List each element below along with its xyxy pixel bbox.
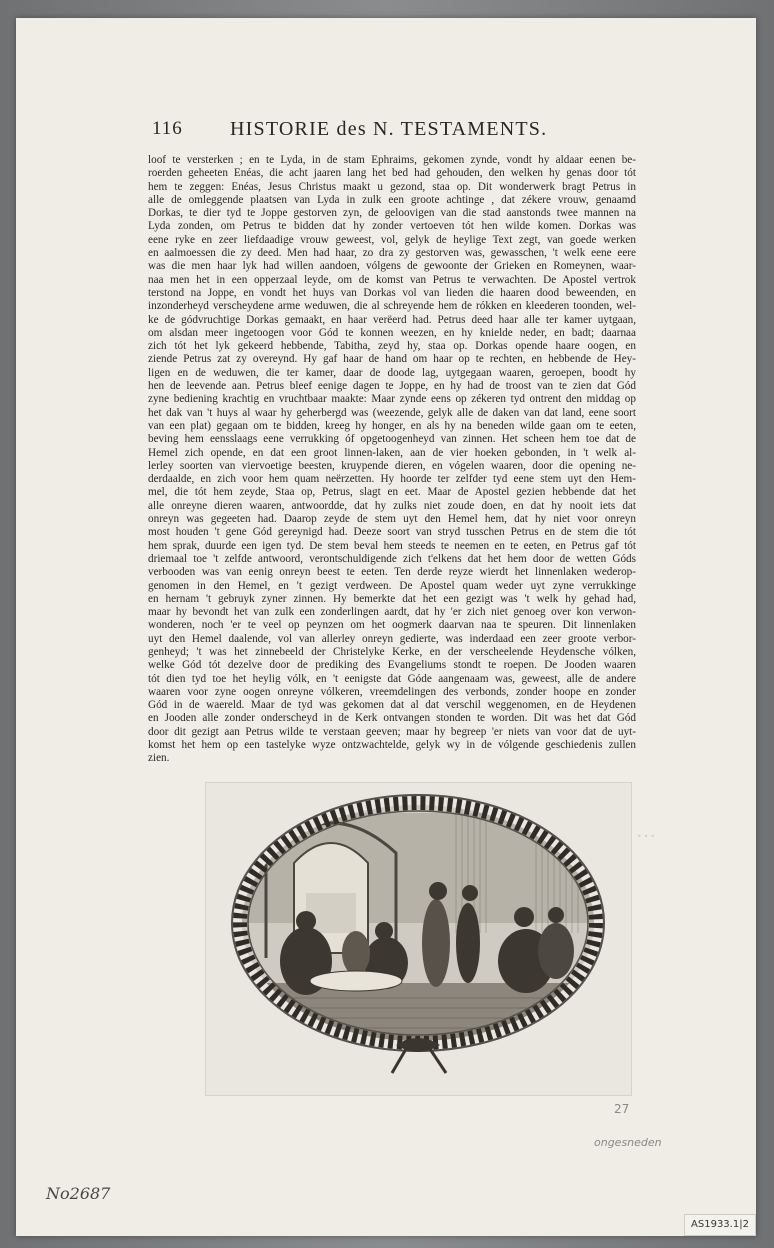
page-header [152,118,632,146]
text-line: most houden 't gene Gód gereynigd had. Deeze soort van stryd tusschen Petrus en de stem die tót [148,526,636,539]
text-line: Hemel zich opende, en dat een groot linnen-laken, aan de vier hoeken gebonden, in 't welk al- [148,446,636,459]
pencil-scribble: ongesneden [594,1136,662,1149]
text-line: Lyda zonden, om Petrus te bidden dat hy zonder vertoeven tót hen wilde komen. Dorkas was [148,220,636,233]
text-line: ligen en de weduwen, die ter kamer, daar de doode lag, uytgegaan waaren, geroepen, boodt hy [148,366,636,379]
text-line: en hernam 't gebruyk zyner zinnen. Hy bemerkte dat het een gezigt was 't welk hy gehad had, [148,592,636,605]
text-line: eene ryke en zeer liefdaadige vrouw geweest, vol, gelyk de heylige Text zegt, van goede werken [148,233,636,246]
text-line: terstond na Joppe, en vondt het huys van Dorkas vol van lieden die haaren dood beweenden, en [148,286,636,299]
text-line: hen de leevende aan. Petrus bleef eenige dagen te Joppe, en hy had de troost van te zien dat Gód [148,380,636,393]
text-line: naa men het in een opperzaal leyde, om de komst van Petrus te verwachten. De Apostel vertrok [148,273,636,286]
text-line: mel, die tót hem zeyde, Staa op, Petrus, slagt en eet. Maar de Apostel gezien hebbende dat het [148,486,636,499]
text-line: tót dien tyd toe het heylig vólk, en 't eenigste dat Góde aangenaam was, geweest, alle de andere [148,672,636,685]
text-line: onreyn was gegeeten had. Daarop zeyde de stem uyt den Hemel hem, dat hy niet voor onreyn [148,513,636,526]
text-line: welke Gód tót dezelve door de prediking des Evangeliums stondt te roepen. De Jooden waaren [148,659,636,672]
text-line: Dorkas, te dier tyd te Joppe gestorven zyn, de geloovigen van die stad aanstonds twee mannen na [148,207,636,220]
text-line: ziende Petrus zat zy overeynd. Hy gaf haar de hand om haar op te rechten, en hebbende de Hey- [148,353,636,366]
text-line: genheyd; 't was het zinnebeeld der Christelyke Kerke, en der verscheelende Heydensche vólken, [148,645,636,658]
text-line: het dak van 't huys al waar hy geherbergd was (weezende, gelyk alle de daken van dat land, eene soort [148,406,636,419]
text-line: inzonderheyd verscheydene arme weduwen, die al schreyende hem de rókken en kleederen toonden, wel- [148,300,636,313]
body-text [148,154,636,766]
inventory-number: No2687 [46,1184,111,1203]
text-line: om alsdan meer ingetoogen voor Gód te konnen weezen, en hy knielde neder, en badt; daarnaa [148,326,636,339]
running-title: HISTORIE des N. TESTAMENTS. [230,118,548,140]
text-line: was die men haar lyk had willen aandoen, vólgens de gewoonte der Grieken en Romeynen, waar- [148,260,636,273]
text-line: maar hy bevondt het van zulk een zonderlingen aardt, dat hy 'er zich niet genoeg over kon verwon- [148,606,636,619]
text-line: ke de gódvruchtige Dorkas gemaakt, en haar verëerd had. Petrus deed haar alle ter kamer uytgaan, [148,313,636,326]
text-line: Gód in de waereld. Maar de tyd was gekomen dat al dat verschil weggenomen, en de Heydenen [148,699,636,712]
text-line: zien. [148,752,170,765]
text-line: beving hem eensslaags eene verrukking óf opgetoogenheyd van zinnen. Het scheen hem toe dat de [148,433,636,446]
accession-label: AS1933.1|2 [684,1214,756,1236]
text-line: verbooden was van eenig onreyn beest te eeten. Ten derde reyze wierdt het linnenlaken wederop- [148,566,636,579]
text-line: wonderen, noch 'er te veel op peynzen om het oogmerk daarvan naa te speuren. Dit linnenlaken [148,619,636,632]
text-line: lerley soorten van viervoetige beesten, kruypende dieren, en vógelen waaren, door die opening ne- [148,459,636,472]
text-line: door dit gezigt aan Petrus wilde te verstaan geeven; maar hy begreep 'er niets van voor dat de uyt- [148,725,636,738]
text-line: zich tót het lyk gekeerd hebbende, Tabitha, zeyd hy, staa op. Dorkas opende haare oogen, en [148,340,636,353]
text-line: zyne bediening krachtig en vruchtbaar maakte: Maar zynde eens op zékeren tyd ontrent den middag op [148,393,636,406]
engraving-plate [205,782,632,1096]
text-line: alle onreyne dieren waaren, antwoordde, dat hy zulks niet zoude doen, en dat hy nooit iets dat [148,499,636,512]
text-line: van een plat) gegaan om te bidden, kreeg hy honger, en als hy na beneden wilde gaan om te eeten, [148,419,636,432]
text-line: uyt den Hemel daalende, vol van allerley onreyn gedierte, was inderdaad een zeer groote verbor- [148,632,636,645]
text-line: hem sprak, duurde een igen tyd. De stem beval hem steeds te neemen en te eeten, en Petrus gaf tót [148,539,636,552]
show-through-text: … [636,820,656,842]
text-line: driemaal toe 't zelfde antwoord, verontschuldigende zich t'elkens dat het hem door de wetten Góds [148,552,636,565]
text-line: en Jooden alle zonder onderscheyd in de Kerk ontvangen stonden te worden. Dit was het dat Gód [148,712,636,725]
text-line: genomen in den Hemel, en 't gezigt verdween. De Apostel quam weder uyt zyne verrukkinge [148,579,636,592]
text-line: hem te zeggen: Enéas, Jesus Christus maakt u gezond, staa op. Dit wonderwerk bragt Petrus in [148,180,636,193]
engraving-illustration [206,783,631,1095]
text-line: waaren voor zyne oogen onreyne vólkeren, vreemdelingen des verbonds, zonder hoope en zonder [148,685,636,698]
pencil-number: 27 [614,1102,630,1116]
text-line: alle de omleggende plaatsen van Lyda in zulk een groote achtinge , dat zékere vrouw, genaamd [148,193,636,206]
text-line: roerden geheeten Enéas, die acht jaaren lang het bed had gehouden, den welken hy genas door tót [148,167,636,180]
text-line: komst het hem op een tastelyke wyze ontzwachtelde, gelyk wy in de vólgende geschiedenis zullen [148,739,636,752]
page-number: 116 [152,118,183,139]
text-line: loof te versterken ; en te Lyda, in de stam Ephraims, gekomen zynde, vondt hy aldaar eenen be- [148,154,636,166]
text-line: derdaalde, en zich voor hem quam neërzetten. Hy hoorde ter zelfder tyd eene stem uyt den Hem- [148,473,636,486]
text-line: en aalmoessen die zy deed. Men had haar, zo dra zy gestorven was, gewasschen, 't welk eene eere [148,247,636,260]
